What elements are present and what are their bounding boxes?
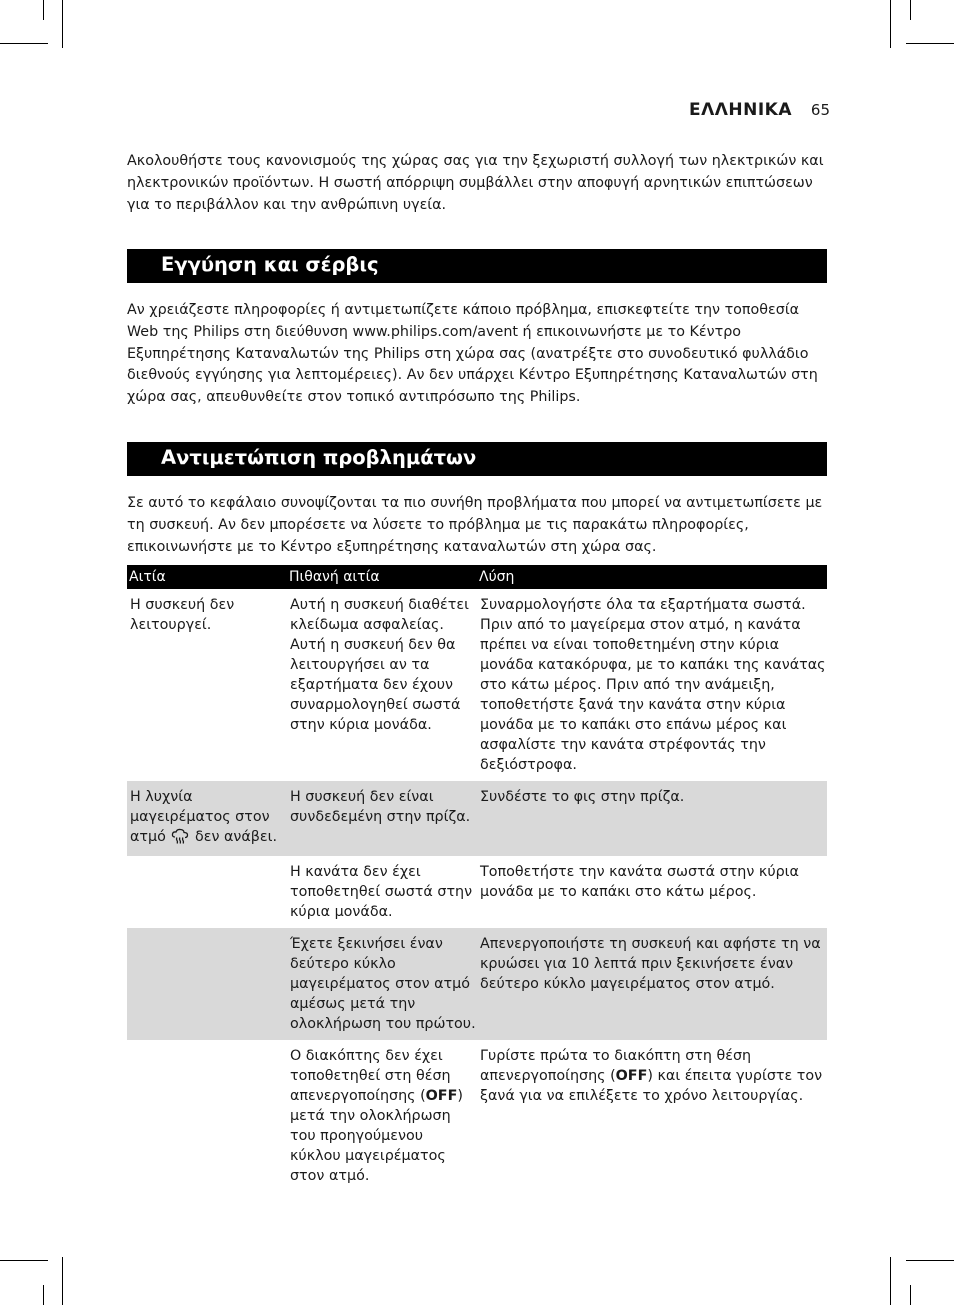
crop-mark	[890, 1257, 891, 1305]
crop-mark	[0, 1260, 48, 1261]
table-row	[127, 781, 827, 856]
cause-cell	[127, 856, 287, 928]
column-header-possible-cause: Πιθανή αιτία	[287, 565, 477, 589]
crop-mark	[910, 0, 911, 20]
possible-cause-cell: Έχετε ξεκινήσει έναν δεύτερο κύκλο μαγειρέματος στον ατμό αμέσως μετά την ολοκλήρωση του πρώτου.	[287, 928, 477, 1040]
cause-cell	[127, 928, 287, 1040]
crop-mark	[62, 0, 63, 48]
intro-paragraph: Ακολουθήστε τους κανονισμούς της χώρας σας για την ξεχωριστή συλλογή των ηλεκτρικών και ηλεκτρονικών προϊόντων. Η σωστή απόρριψη συμβάλλει στην αποφυγή αρνητικών επιπτώσεων για το περιβάλλον και την ανθρώπινη υγεία.	[127, 153, 824, 213]
crop-mark	[43, 1285, 44, 1305]
warranty-section-title: Εγγύηση και σέρβις	[161, 253, 379, 276]
crop-mark	[43, 0, 44, 20]
troubleshooting-paragraph: Σε αυτό το κεφάλαιο συνοψίζονται τα πιο συνήθη προβλήματα που μπορεί να αντιμετωπίσετε με τη συσκευή. Αν δεν μπορέσετε να λύσετε το πρόβλημα με τις παρακάτω πληροφορίες, επικοινωνήστε με το Κέντρο εξυπηρέτησης καταναλωτών στη χώρα σας.	[127, 495, 823, 555]
possible-cause-cell: Η κανάτα δεν έχει τοποθετηθεί σωστά στην κύρια μονάδα.	[290, 864, 473, 920]
off-label: OFF	[615, 1068, 648, 1084]
steam-icon	[171, 828, 189, 850]
table-header-row	[127, 565, 827, 589]
page-number: 65	[810, 101, 830, 119]
solution-cell: Συνδέστε το φις στην πρίζα.	[477, 781, 827, 856]
table-row	[127, 856, 827, 928]
possible-cause-cell: Αυτή η συσκευή διαθέτει κλείδωμα ασφαλείας. Αυτή η συσκευή δεν θα λειτουργήσει αν τα εξαρτήματα δεν έχουν συναρμολογηθεί σωστά στην κύρια μονάδα.	[290, 597, 469, 733]
solution-text: Γυρίστε πρώτα το διακόπτη στη θέση απενεργοποίησης (	[480, 1048, 752, 1084]
solution-cell: Συναρμολογήστε όλα τα εξαρτήματα σωστά. Πριν από το μαγείρεμα στον ατμό, η κανάτα πρέπει να είναι τοποθετημένη στην κύρια μονάδα κατακόρυφα, με το καπάκι της κανάτας στο κάτω μέρος. Πριν από την ανάμειξη, τοποθετήστε ξανά την κανάτα στην κύρια μονάδα με το καπάκι στο επάνω μέρος και ασφαλίστε την κανάτα στρέφοντάς την δεξιόστροφα.	[480, 597, 826, 773]
column-header-cause: Αιτία	[127, 565, 287, 589]
solution-cell: Τοποθετήστε την κανάτα σωστά στην κύρια μονάδα με το καπάκι στο κάτω μέρος.	[480, 864, 799, 900]
cause-text: δεν ανάβει.	[194, 829, 278, 845]
table-row	[127, 1040, 827, 1192]
possible-cause-text: Ο διακόπτης δεν έχει τοποθετηθεί στη θέση απενεργοποίησης (	[290, 1048, 451, 1104]
crop-mark	[890, 0, 891, 48]
solution-text: ) και έπειτα γυρίστε τον ξανά για να επιλέξετε το χρόνο λειτουργίας.	[480, 1068, 823, 1104]
crop-mark	[906, 43, 954, 44]
possible-cause-cell	[287, 1040, 477, 1192]
possible-cause-text: ) μετά την ολοκλήρωση του προηγούμενου κύκλου μαγειρέματος στον ατμό.	[290, 1088, 463, 1184]
cause-cell	[127, 781, 287, 856]
crop-mark	[910, 1285, 911, 1305]
column-header-solution: Λύση	[477, 565, 827, 589]
table-row	[127, 589, 827, 781]
troubleshooting-section-title: Αντιμετώπιση προβλημάτων	[161, 446, 477, 469]
page-language-header: ΕΛΛΗΝΙΚΑ	[688, 100, 792, 120]
crop-mark	[62, 1257, 63, 1305]
possible-cause-cell: Η συσκευή δεν είναι συνδεδεμένη στην πρίζα.	[287, 781, 477, 856]
crop-mark	[906, 1260, 954, 1261]
solution-cell: Απενεργοποιήστε τη συσκευή και αφήστε τη να κρυώσει για 10 λεπτά πριν ξεκινήσετε έναν δεύτερο κύκλο μαγειρέματος στον ατμό.	[477, 928, 827, 1040]
cause-cell	[127, 1040, 287, 1192]
troubleshooting-table	[127, 565, 827, 1192]
warranty-paragraph: Αν χρειάζεστε πληροφορίες ή αντιμετωπίζετε κάποιο πρόβλημα, επισκεφτείτε την τοποθεσία Web της Philips στη διεύθυνση www.philips.com/avent ή επικοινωνήστε με το Κέντρο Εξυπηρέτησης Καταναλωτών της Philips στη χώρα σας (ανατρέξτε στο συνοδευτικό φυλλάδιο διεθνούς εγγύησης για λεπτομέρειες). Αν δεν υπάρχει Κέντρο Εξυπηρέτησης Καταναλωτών στη χώρα σας, απευθυνθείτε στον τοπικό αντιπρόσωπο της Philips.	[127, 302, 818, 406]
table-row	[127, 928, 827, 1040]
off-label: OFF	[425, 1088, 458, 1104]
warranty-section-header	[127, 249, 827, 283]
cause-text: Η λυχνία μαγειρέματος στον ατμό	[130, 789, 270, 845]
troubleshooting-section-header	[127, 442, 827, 476]
cause-cell: Η συσκευή δεν λειτουργεί.	[130, 597, 235, 633]
solution-cell	[477, 1040, 827, 1192]
crop-mark	[0, 43, 48, 44]
